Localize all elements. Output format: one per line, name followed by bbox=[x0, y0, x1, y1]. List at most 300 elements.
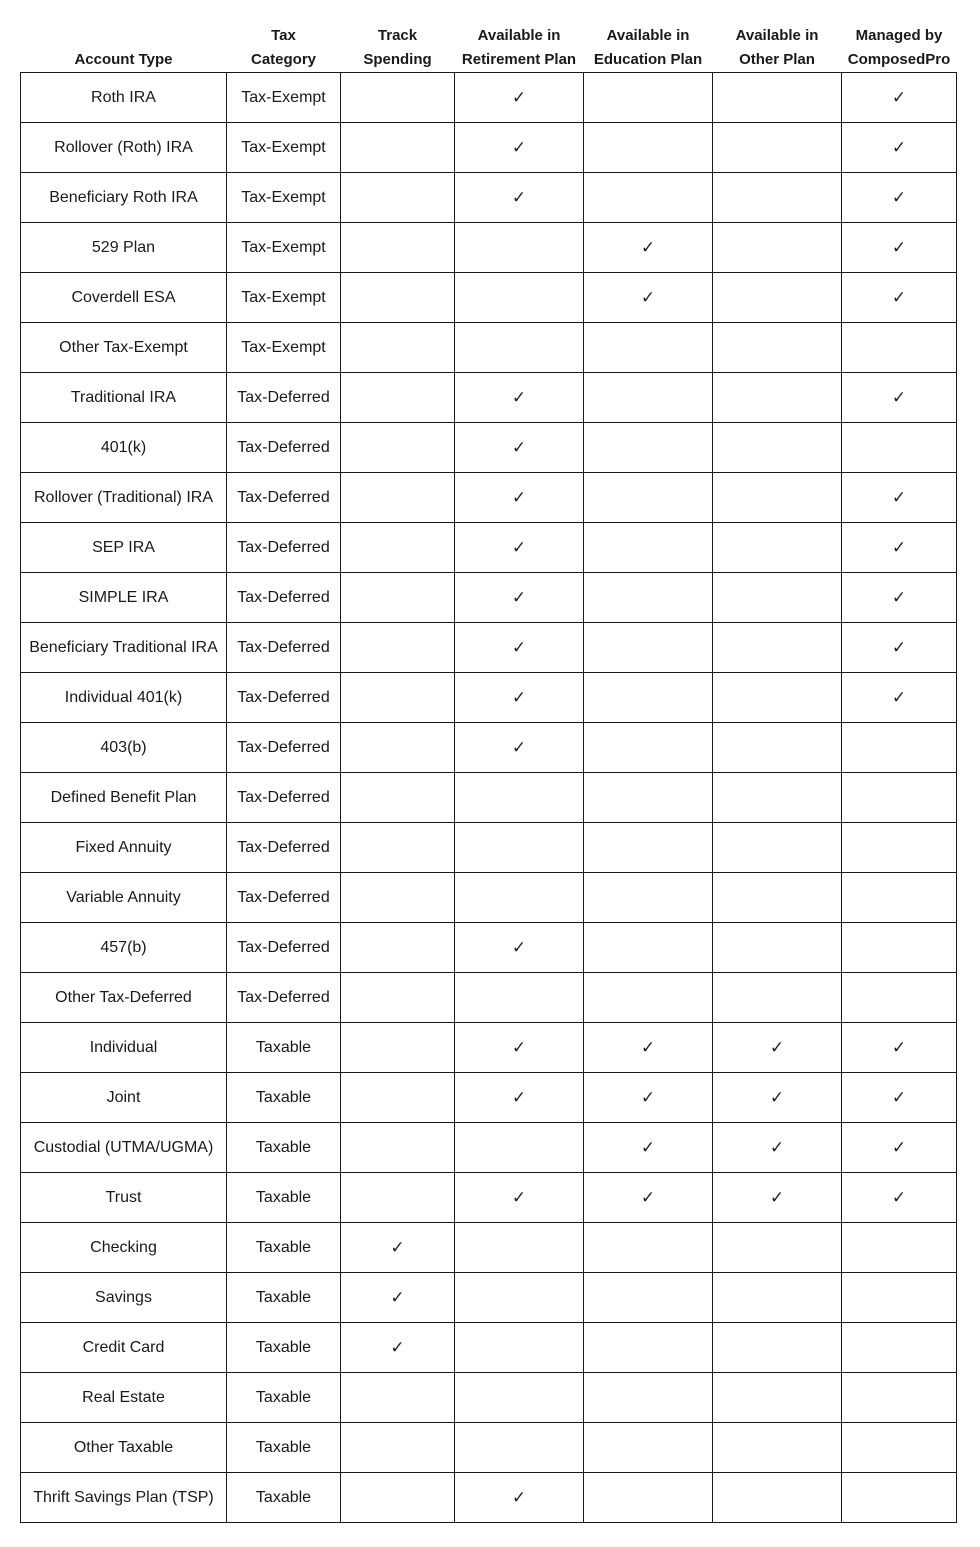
table-row bbox=[21, 623, 957, 673]
retirement-plan-cell bbox=[455, 623, 584, 673]
table-row bbox=[21, 223, 957, 273]
managed-by-cell bbox=[842, 1173, 957, 1223]
account-type-cell: Defined Benefit Plan bbox=[21, 773, 227, 823]
checkmark-icon: ✓ bbox=[769, 1037, 785, 1058]
checkmark-icon: ✓ bbox=[511, 737, 527, 758]
header-line1: Track bbox=[377, 27, 418, 44]
header-line2: Account Type bbox=[74, 51, 173, 68]
managed-by-cell bbox=[842, 823, 957, 873]
tax-category-cell: Taxable bbox=[227, 1273, 341, 1323]
retirement-plan-cell bbox=[455, 1273, 584, 1323]
tax-category-cell: Tax-Deferred bbox=[227, 623, 341, 673]
managed-by-cell bbox=[842, 873, 957, 923]
track-spending-cell bbox=[341, 223, 455, 273]
track-spending-cell bbox=[341, 723, 455, 773]
managed-by-cell bbox=[842, 1023, 957, 1073]
tax-category-cell: Tax-Deferred bbox=[227, 373, 341, 423]
checkmark-icon: ✓ bbox=[390, 1337, 405, 1358]
other-plan-cell bbox=[713, 623, 842, 673]
tax-category-cell: Tax-Exempt bbox=[227, 123, 341, 173]
account-type-cell: 403(b) bbox=[21, 723, 227, 773]
account-type-cell: 529 Plan bbox=[21, 223, 227, 273]
managed-by-cell bbox=[842, 1323, 957, 1373]
checkmark-icon: ✓ bbox=[640, 1087, 656, 1108]
tax-category-cell: Tax-Deferred bbox=[227, 573, 341, 623]
retirement-plan-cell bbox=[455, 423, 584, 473]
education-plan-cell bbox=[584, 973, 713, 1023]
retirement-plan-cell bbox=[455, 1473, 584, 1523]
account-type-cell: 457(b) bbox=[21, 923, 227, 973]
account-type-cell: Rollover (Traditional) IRA bbox=[21, 473, 227, 523]
retirement-plan-cell bbox=[455, 73, 584, 123]
account-type-cell: Other Taxable bbox=[21, 1423, 227, 1473]
other-plan-cell bbox=[713, 1473, 842, 1523]
retirement-plan-cell bbox=[455, 373, 584, 423]
retirement-plan-cell bbox=[455, 123, 584, 173]
track-spending-cell bbox=[341, 1223, 455, 1273]
retirement-plan-cell bbox=[455, 723, 584, 773]
checkmark-icon: ✓ bbox=[511, 387, 527, 408]
checkmark-icon: ✓ bbox=[891, 187, 907, 208]
account-type-cell: Traditional IRA bbox=[21, 373, 227, 423]
retirement-plan-cell bbox=[455, 523, 584, 573]
header-line1: Tax bbox=[271, 27, 296, 44]
retirement-plan-cell bbox=[455, 773, 584, 823]
other-plan-cell bbox=[713, 1223, 842, 1273]
education-plan-cell bbox=[584, 1373, 713, 1423]
checkmark-icon: ✓ bbox=[891, 487, 907, 508]
other-plan-cell bbox=[713, 373, 842, 423]
checkmark-icon: ✓ bbox=[640, 1037, 656, 1058]
track-spending-cell bbox=[341, 1023, 455, 1073]
track-spending-cell bbox=[341, 123, 455, 173]
table-row bbox=[21, 1073, 957, 1123]
managed-by-cell bbox=[842, 623, 957, 673]
managed-by-cell bbox=[842, 1423, 957, 1473]
other-plan-cell bbox=[713, 423, 842, 473]
track-spending-cell bbox=[341, 823, 455, 873]
header-line2: Other Plan bbox=[739, 51, 815, 68]
education-plan-cell bbox=[584, 923, 713, 973]
track-spending-cell bbox=[341, 1273, 455, 1323]
education-plan-cell bbox=[584, 1273, 713, 1323]
tax-category-cell: Tax-Exempt bbox=[227, 223, 341, 273]
checkmark-icon: ✓ bbox=[511, 1087, 527, 1108]
education-plan-cell bbox=[584, 523, 713, 573]
track-spending-cell bbox=[341, 923, 455, 973]
retirement-plan-cell bbox=[455, 673, 584, 723]
education-plan-cell bbox=[584, 1173, 713, 1223]
other-plan-cell bbox=[713, 273, 842, 323]
account-type-cell: Real Estate bbox=[21, 1373, 227, 1423]
managed-by-cell bbox=[842, 523, 957, 573]
other-plan-cell bbox=[713, 1273, 842, 1323]
header-line2: Category bbox=[250, 51, 317, 68]
education-plan-cell bbox=[584, 273, 713, 323]
education-plan-cell bbox=[584, 723, 713, 773]
retirement-plan-cell bbox=[455, 873, 584, 923]
account-type-cell: Other Tax-Exempt bbox=[21, 323, 227, 373]
education-plan-cell bbox=[584, 573, 713, 623]
checkmark-icon: ✓ bbox=[769, 1087, 785, 1108]
checkmark-icon: ✓ bbox=[891, 537, 907, 558]
tax-category-cell: Taxable bbox=[227, 1073, 341, 1123]
tax-category-cell: Tax-Deferred bbox=[227, 823, 341, 873]
checkmark-icon: ✓ bbox=[891, 287, 907, 308]
education-plan-cell bbox=[584, 73, 713, 123]
track-spending-cell bbox=[341, 773, 455, 823]
track-spending-cell bbox=[341, 1173, 455, 1223]
track-spending-cell bbox=[341, 173, 455, 223]
education-plan-cell bbox=[584, 623, 713, 673]
checkmark-icon: ✓ bbox=[511, 87, 527, 108]
checkmark-icon: ✓ bbox=[511, 137, 527, 158]
track-spending-cell bbox=[341, 573, 455, 623]
tax-category-cell: Tax-Deferred bbox=[227, 773, 341, 823]
retirement-plan-cell bbox=[455, 223, 584, 273]
education-plan-cell bbox=[584, 673, 713, 723]
tax-category-cell: Tax-Deferred bbox=[227, 923, 341, 973]
header-line2: Spending bbox=[363, 51, 432, 68]
checkmark-icon: ✓ bbox=[511, 587, 527, 608]
checkmark-icon: ✓ bbox=[891, 237, 907, 258]
tax-category-cell: Taxable bbox=[227, 1373, 341, 1423]
managed-by-cell bbox=[842, 173, 957, 223]
header-line1: Managed by bbox=[855, 27, 943, 44]
retirement-plan-cell bbox=[455, 1073, 584, 1123]
other-plan-cell bbox=[713, 673, 842, 723]
table-row bbox=[21, 1473, 957, 1523]
checkmark-icon: ✓ bbox=[390, 1237, 405, 1258]
checkmark-icon: ✓ bbox=[891, 137, 907, 158]
header-retirement-plan bbox=[455, 22, 584, 73]
table-row bbox=[21, 273, 957, 323]
header-other-plan bbox=[713, 22, 842, 73]
table-header bbox=[21, 22, 957, 73]
checkmark-icon: ✓ bbox=[390, 1287, 405, 1308]
table-row bbox=[21, 1223, 957, 1273]
header-row bbox=[21, 22, 957, 73]
table-row bbox=[21, 73, 957, 123]
checkmark-icon: ✓ bbox=[511, 1487, 527, 1508]
checkmark-icon: ✓ bbox=[511, 187, 527, 208]
other-plan-cell bbox=[713, 1073, 842, 1123]
checkmark-icon: ✓ bbox=[769, 1187, 785, 1208]
track-spending-cell bbox=[341, 973, 455, 1023]
other-plan-cell bbox=[713, 1173, 842, 1223]
tax-category-cell: Taxable bbox=[227, 1473, 341, 1523]
other-plan-cell bbox=[713, 1423, 842, 1473]
header-managed-by bbox=[842, 22, 957, 73]
managed-by-cell bbox=[842, 373, 957, 423]
account-type-cell: Fixed Annuity bbox=[21, 823, 227, 873]
track-spending-cell bbox=[341, 1323, 455, 1373]
account-type-cell: Variable Annuity bbox=[21, 873, 227, 923]
managed-by-cell bbox=[842, 1473, 957, 1523]
account-type-table-container bbox=[20, 22, 956, 1523]
account-type-cell: Credit Card bbox=[21, 1323, 227, 1373]
track-spending-cell bbox=[341, 73, 455, 123]
checkmark-icon: ✓ bbox=[891, 1187, 907, 1208]
managed-by-cell bbox=[842, 473, 957, 523]
track-spending-cell bbox=[341, 523, 455, 573]
other-plan-cell bbox=[713, 1023, 842, 1073]
other-plan-cell bbox=[713, 1373, 842, 1423]
managed-by-cell bbox=[842, 1373, 957, 1423]
checkmark-icon: ✓ bbox=[891, 387, 907, 408]
track-spending-cell bbox=[341, 1123, 455, 1173]
table-row bbox=[21, 973, 957, 1023]
account-type-cell: Beneficiary Roth IRA bbox=[21, 173, 227, 223]
track-spending-cell bbox=[341, 623, 455, 673]
tax-category-cell: Taxable bbox=[227, 1173, 341, 1223]
table-row bbox=[21, 873, 957, 923]
education-plan-cell bbox=[584, 323, 713, 373]
checkmark-icon: ✓ bbox=[511, 487, 527, 508]
education-plan-cell bbox=[584, 1323, 713, 1373]
account-type-cell: Coverdell ESA bbox=[21, 273, 227, 323]
retirement-plan-cell bbox=[455, 323, 584, 373]
retirement-plan-cell bbox=[455, 923, 584, 973]
managed-by-cell bbox=[842, 423, 957, 473]
managed-by-cell bbox=[842, 973, 957, 1023]
other-plan-cell bbox=[713, 823, 842, 873]
retirement-plan-cell bbox=[455, 1373, 584, 1423]
header-line2: ComposedPro bbox=[847, 51, 951, 68]
checkmark-icon: ✓ bbox=[640, 237, 656, 258]
account-type-cell: 401(k) bbox=[21, 423, 227, 473]
managed-by-cell bbox=[842, 773, 957, 823]
track-spending-cell bbox=[341, 373, 455, 423]
tax-category-cell: Tax-Exempt bbox=[227, 73, 341, 123]
education-plan-cell bbox=[584, 1123, 713, 1173]
account-type-cell: Beneficiary Traditional IRA bbox=[21, 623, 227, 673]
managed-by-cell bbox=[842, 323, 957, 373]
retirement-plan-cell bbox=[455, 1323, 584, 1373]
account-type-cell: Trust bbox=[21, 1173, 227, 1223]
tax-category-cell: Tax-Deferred bbox=[227, 673, 341, 723]
retirement-plan-cell bbox=[455, 1423, 584, 1473]
table-row bbox=[21, 673, 957, 723]
header-line1: Available in bbox=[477, 27, 561, 44]
checkmark-icon: ✓ bbox=[891, 1037, 907, 1058]
tax-category-cell: Tax-Deferred bbox=[227, 473, 341, 523]
retirement-plan-cell bbox=[455, 173, 584, 223]
other-plan-cell bbox=[713, 923, 842, 973]
retirement-plan-cell bbox=[455, 1223, 584, 1273]
checkmark-icon: ✓ bbox=[891, 587, 907, 608]
table-row bbox=[21, 923, 957, 973]
other-plan-cell bbox=[713, 1323, 842, 1373]
other-plan-cell bbox=[713, 973, 842, 1023]
track-spending-cell bbox=[341, 873, 455, 923]
tax-category-cell: Tax-Exempt bbox=[227, 273, 341, 323]
tax-category-cell: Taxable bbox=[227, 1023, 341, 1073]
account-type-cell: Checking bbox=[21, 1223, 227, 1273]
education-plan-cell bbox=[584, 1073, 713, 1123]
retirement-plan-cell bbox=[455, 823, 584, 873]
table-row bbox=[21, 573, 957, 623]
retirement-plan-cell bbox=[455, 973, 584, 1023]
header-account-type bbox=[21, 22, 227, 73]
tax-category-cell: Tax-Deferred bbox=[227, 973, 341, 1023]
header-tax-category bbox=[227, 22, 341, 73]
managed-by-cell bbox=[842, 1073, 957, 1123]
checkmark-icon: ✓ bbox=[891, 87, 907, 108]
education-plan-cell bbox=[584, 123, 713, 173]
other-plan-cell bbox=[713, 723, 842, 773]
track-spending-cell bbox=[341, 423, 455, 473]
checkmark-icon: ✓ bbox=[640, 1187, 656, 1208]
header-line1: Available in bbox=[735, 27, 819, 44]
tax-category-cell: Taxable bbox=[227, 1323, 341, 1373]
table-row bbox=[21, 1373, 957, 1423]
tax-category-cell: Tax-Deferred bbox=[227, 873, 341, 923]
track-spending-cell bbox=[341, 1373, 455, 1423]
checkmark-icon: ✓ bbox=[640, 1137, 656, 1158]
education-plan-cell bbox=[584, 223, 713, 273]
track-spending-cell bbox=[341, 1473, 455, 1523]
other-plan-cell bbox=[713, 123, 842, 173]
education-plan-cell bbox=[584, 823, 713, 873]
checkmark-icon: ✓ bbox=[511, 687, 527, 708]
table-row bbox=[21, 473, 957, 523]
tax-category-cell: Tax-Deferred bbox=[227, 523, 341, 573]
table-row bbox=[21, 523, 957, 573]
education-plan-cell bbox=[584, 173, 713, 223]
checkmark-icon: ✓ bbox=[511, 1187, 527, 1208]
table-row bbox=[21, 373, 957, 423]
track-spending-cell bbox=[341, 273, 455, 323]
education-plan-cell bbox=[584, 1423, 713, 1473]
account-type-cell: Roth IRA bbox=[21, 73, 227, 123]
education-plan-cell bbox=[584, 1223, 713, 1273]
other-plan-cell bbox=[713, 1123, 842, 1173]
managed-by-cell bbox=[842, 723, 957, 773]
table-row bbox=[21, 1123, 957, 1173]
other-plan-cell bbox=[713, 873, 842, 923]
track-spending-cell bbox=[341, 473, 455, 523]
account-type-cell: Other Tax-Deferred bbox=[21, 973, 227, 1023]
tax-category-cell: Tax-Deferred bbox=[227, 723, 341, 773]
education-plan-cell bbox=[584, 423, 713, 473]
checkmark-icon: ✓ bbox=[640, 287, 656, 308]
checkmark-icon: ✓ bbox=[511, 437, 527, 458]
other-plan-cell bbox=[713, 223, 842, 273]
header-line2: Retirement Plan bbox=[461, 51, 577, 68]
checkmark-icon: ✓ bbox=[891, 1137, 907, 1158]
education-plan-cell bbox=[584, 1473, 713, 1523]
managed-by-cell bbox=[842, 1123, 957, 1173]
account-type-cell: Individual 401(k) bbox=[21, 673, 227, 723]
managed-by-cell bbox=[842, 1273, 957, 1323]
table-row bbox=[21, 1023, 957, 1073]
track-spending-cell bbox=[341, 1073, 455, 1123]
managed-by-cell bbox=[842, 73, 957, 123]
tax-category-cell: Taxable bbox=[227, 1423, 341, 1473]
account-type-cell: Savings bbox=[21, 1273, 227, 1323]
managed-by-cell bbox=[842, 923, 957, 973]
header-track-spending bbox=[341, 22, 455, 73]
table-row bbox=[21, 773, 957, 823]
track-spending-cell bbox=[341, 673, 455, 723]
header-line1: Available in bbox=[606, 27, 690, 44]
tax-category-cell: Tax-Exempt bbox=[227, 173, 341, 223]
education-plan-cell bbox=[584, 373, 713, 423]
account-type-cell: Joint bbox=[21, 1073, 227, 1123]
track-spending-cell bbox=[341, 1423, 455, 1473]
retirement-plan-cell bbox=[455, 1023, 584, 1073]
header-line2: Education Plan bbox=[593, 51, 703, 68]
table-row bbox=[21, 1423, 957, 1473]
other-plan-cell bbox=[713, 73, 842, 123]
checkmark-icon: ✓ bbox=[511, 937, 527, 958]
retirement-plan-cell bbox=[455, 1123, 584, 1173]
table-row bbox=[21, 1273, 957, 1323]
table-row bbox=[21, 123, 957, 173]
retirement-plan-cell bbox=[455, 273, 584, 323]
table-row bbox=[21, 323, 957, 373]
retirement-plan-cell bbox=[455, 573, 584, 623]
table-row bbox=[21, 423, 957, 473]
managed-by-cell bbox=[842, 123, 957, 173]
managed-by-cell bbox=[842, 1223, 957, 1273]
tax-category-cell: Tax-Deferred bbox=[227, 423, 341, 473]
other-plan-cell bbox=[713, 173, 842, 223]
managed-by-cell bbox=[842, 673, 957, 723]
table-row bbox=[21, 823, 957, 873]
retirement-plan-cell bbox=[455, 1173, 584, 1223]
tax-category-cell: Taxable bbox=[227, 1123, 341, 1173]
other-plan-cell bbox=[713, 773, 842, 823]
managed-by-cell bbox=[842, 273, 957, 323]
managed-by-cell bbox=[842, 223, 957, 273]
other-plan-cell bbox=[713, 523, 842, 573]
table-row bbox=[21, 173, 957, 223]
other-plan-cell bbox=[713, 573, 842, 623]
other-plan-cell bbox=[713, 473, 842, 523]
checkmark-icon: ✓ bbox=[511, 537, 527, 558]
account-type-cell: Individual bbox=[21, 1023, 227, 1073]
retirement-plan-cell bbox=[455, 473, 584, 523]
table-row bbox=[21, 1323, 957, 1373]
checkmark-icon: ✓ bbox=[891, 1087, 907, 1108]
education-plan-cell bbox=[584, 873, 713, 923]
education-plan-cell bbox=[584, 473, 713, 523]
education-plan-cell bbox=[584, 773, 713, 823]
checkmark-icon: ✓ bbox=[891, 637, 907, 658]
header-education-plan bbox=[584, 22, 713, 73]
tax-category-cell: Taxable bbox=[227, 1223, 341, 1273]
track-spending-cell bbox=[341, 323, 455, 373]
other-plan-cell bbox=[713, 323, 842, 373]
account-type-table bbox=[20, 22, 957, 1523]
checkmark-icon: ✓ bbox=[511, 637, 527, 658]
account-type-cell: Custodial (UTMA/UGMA) bbox=[21, 1123, 227, 1173]
account-type-cell: Rollover (Roth) IRA bbox=[21, 123, 227, 173]
account-type-cell: Thrift Savings Plan (TSP) bbox=[21, 1473, 227, 1523]
table-row bbox=[21, 723, 957, 773]
education-plan-cell bbox=[584, 1023, 713, 1073]
table-body bbox=[21, 73, 957, 1523]
checkmark-icon: ✓ bbox=[511, 1037, 527, 1058]
tax-category-cell: Tax-Exempt bbox=[227, 323, 341, 373]
account-type-cell: SIMPLE IRA bbox=[21, 573, 227, 623]
account-type-cell: SEP IRA bbox=[21, 523, 227, 573]
managed-by-cell bbox=[842, 573, 957, 623]
table-row bbox=[21, 1173, 957, 1223]
checkmark-icon: ✓ bbox=[769, 1137, 785, 1158]
